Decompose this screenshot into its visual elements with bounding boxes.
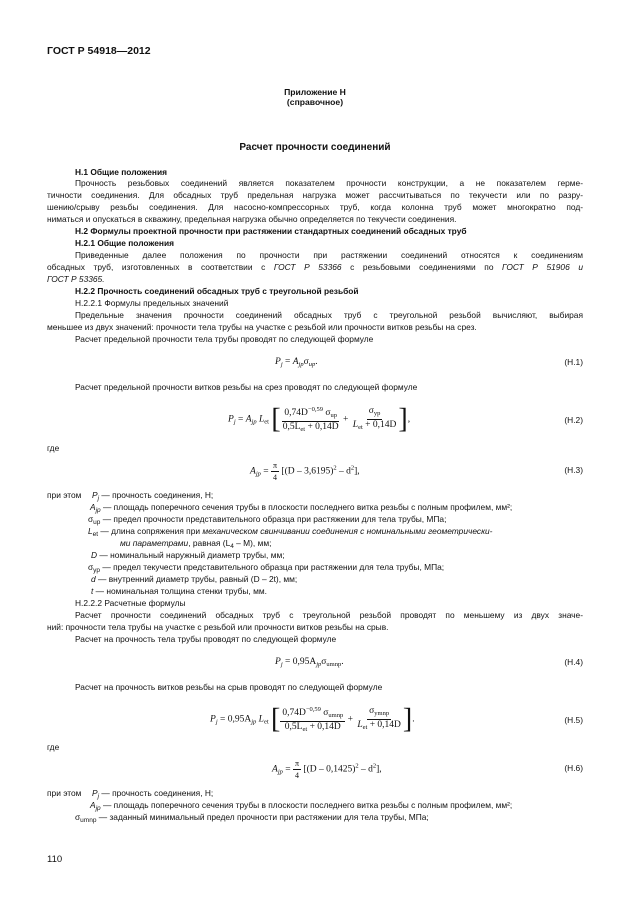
paragraph-line: тичности соединения. Для обсадных труб предельная нагрузка может рассчитываться по текучести или по разру- (47, 190, 583, 200)
paragraph-line: Приведенные далее положения по прочности при растяжении соединений относятся к соединениям (75, 250, 583, 260)
equation-h5: $P_j = 0,95A_{jp}$ $L_{et}$ [ $\frac{0,74D^{-0,59} \sigma_{umnp}}{0,5L_{et} + 0,14D}$ + $\frac{\sigma_{ymnp}}{L_{et} + 0,14D}$ ]. (210, 703, 415, 735)
then-label: при этом (47, 490, 82, 500)
heading-h222: Н.2.2.2 Расчетные формулы (75, 598, 186, 608)
page-number: 110 (47, 854, 63, 865)
paragraph-line: шению/срыву резьбы соединения. Для насосно-компрессорных труб, когда колонна труб может многократно под- (47, 202, 583, 212)
paragraph-line: Предельные значения прочности соединений обсадных труб с треугольной резьбой вычисляют, выбирая (75, 310, 583, 320)
where-label: где (47, 443, 60, 453)
definition-row: $L_{et}$ — длина сопряжения при механическом свинчивании соединения с номинальными геометрически- (88, 526, 493, 538)
paragraph-line: ГОСТ Р 53365. (47, 274, 105, 284)
appendix-label: Приложение Н (284, 87, 346, 97)
definition-row: $P_j$ — прочность соединения, Н; (92, 788, 214, 800)
equation-h3: $A_{jp}$ = $\frac{\pi}{4}$ $[(D - 3,6195)^2 - d^2]$, (250, 461, 360, 482)
definition-row: ми параметрами, равная $(L_4 - M)$, мм; (120, 538, 272, 550)
paragraph-line: Расчет прочности соединений обсадных труб с треугольной резьбой проводят по меньшему из двух значе- (75, 610, 583, 620)
definition-row: $A_{jp}$ — площадь поперечного сечения трубы в плоскости последнего витка резьбы с полным профилем, мм²; (90, 800, 513, 812)
paragraph-line: Прочность резьбовых соединений является показателем прочности конструкции, а не показателем герме- (75, 178, 583, 188)
equation-h6: $A_{jp}$ = $\frac{\pi}{4}$ $[(D - 0,1425)^2 - d^2]$, (272, 759, 382, 780)
definition-row: $A_{jp}$ — площадь поперечного сечения трубы в плоскости последнего витка резьбы с полным профилем, мм²; (90, 502, 513, 514)
equation-h2: $P_j = A_{jp}$ $L_{et}$ [ $\frac{0,74D^{-0,59} \sigma_{up}}{0,5L_{et} + 0,14D}$ + $\frac{\sigma_{yp}}{L_{et} + 0,14D}$ ], (228, 403, 411, 435)
paragraph-line: ний: прочности тела трубы на участке с резьбой или прочности витков резьбы на срыв. (47, 622, 389, 632)
definition-row: d — внутренний диаметр трубы, равный (D – 2t), мм; (91, 574, 298, 584)
appendix-type: (справочное) (286, 97, 344, 107)
equation-h4: $P_j = 0,95A_{jp}\sigma_{umnp}$. (275, 657, 344, 668)
equation-number: (Н.2) (564, 415, 583, 425)
equation-number: (Н.5) (564, 715, 583, 725)
definition-row: $\sigma_{umnp}$ — заданный минимальный предел прочности при растяжении для тела трубы, МПа; (75, 812, 429, 824)
definition-row: D — номинальный наружный диаметр трубы, мм; (91, 550, 285, 560)
equation-number: (Н.4) (564, 657, 583, 667)
then-label: при этом (47, 788, 82, 798)
heading-h22: Н.2.2 Прочность соединений обсадных труб с треугольной резьбой (75, 286, 359, 296)
paragraph-line: меньшее из двух значений: прочности тела трубы на участке с резьбой или прочности витков резьбы на срез. (47, 322, 477, 332)
heading-h21: Н.2.1 Общие положения (75, 238, 174, 248)
definition-row: t — номинальная толщина стенки трубы, мм. (91, 586, 267, 596)
document-header: ГОСТ Р 54918—2012 (47, 45, 151, 57)
equation-h1: $P_j = A_{jp}\sigma_{up}$. (275, 357, 318, 368)
paragraph-line: Расчет предельной прочности витков резьбы на срез проводят по следующей формуле (75, 382, 418, 392)
where-label: где (47, 742, 60, 752)
definition-row: $P_j$ — прочность соединения, Н; (92, 490, 214, 502)
heading-h1: Н.1 Общие положения (75, 167, 168, 177)
paragraph-line: ниматься и опускаться в скважину, предельная нагрузка обычно определяется по текучести соединения. (47, 214, 457, 224)
appendix-title: Расчет прочности соединений (239, 142, 391, 153)
paragraph-line: Расчет на прочность витков резьбы на срыв проводят по следующей формуле (75, 682, 383, 692)
paragraph-line: Расчет на прочность тела трубы проводят по следующей формуле (75, 634, 337, 644)
definition-row: $\sigma_{yp}$ — предел текучести представительного образца при растяжении для тела трубы, МПа; (88, 562, 445, 574)
equation-number: (Н.1) (564, 357, 583, 367)
paragraph-line: Расчет предельной прочности тела трубы проводят по следующей формуле (75, 334, 374, 344)
equation-number: (Н.6) (564, 763, 583, 773)
definition-row: $\sigma_{up}$ — предел прочности представительного образца при растяжении для тела трубы, МПа; (88, 514, 447, 526)
equation-number: (Н.3) (564, 465, 583, 475)
heading-h2: Н.2 Формулы проектной прочности при растяжении стандартных соединений обсадных труб (75, 226, 467, 236)
heading-h221: Н.2.2.1 Формулы предельных значений (75, 298, 229, 308)
paragraph-line: обсадных труб, изготовленных в соответствии с ГОСТ Р 53366 с резьбовыми соединениями по ГОСТ Р 51906 и (47, 262, 583, 272)
